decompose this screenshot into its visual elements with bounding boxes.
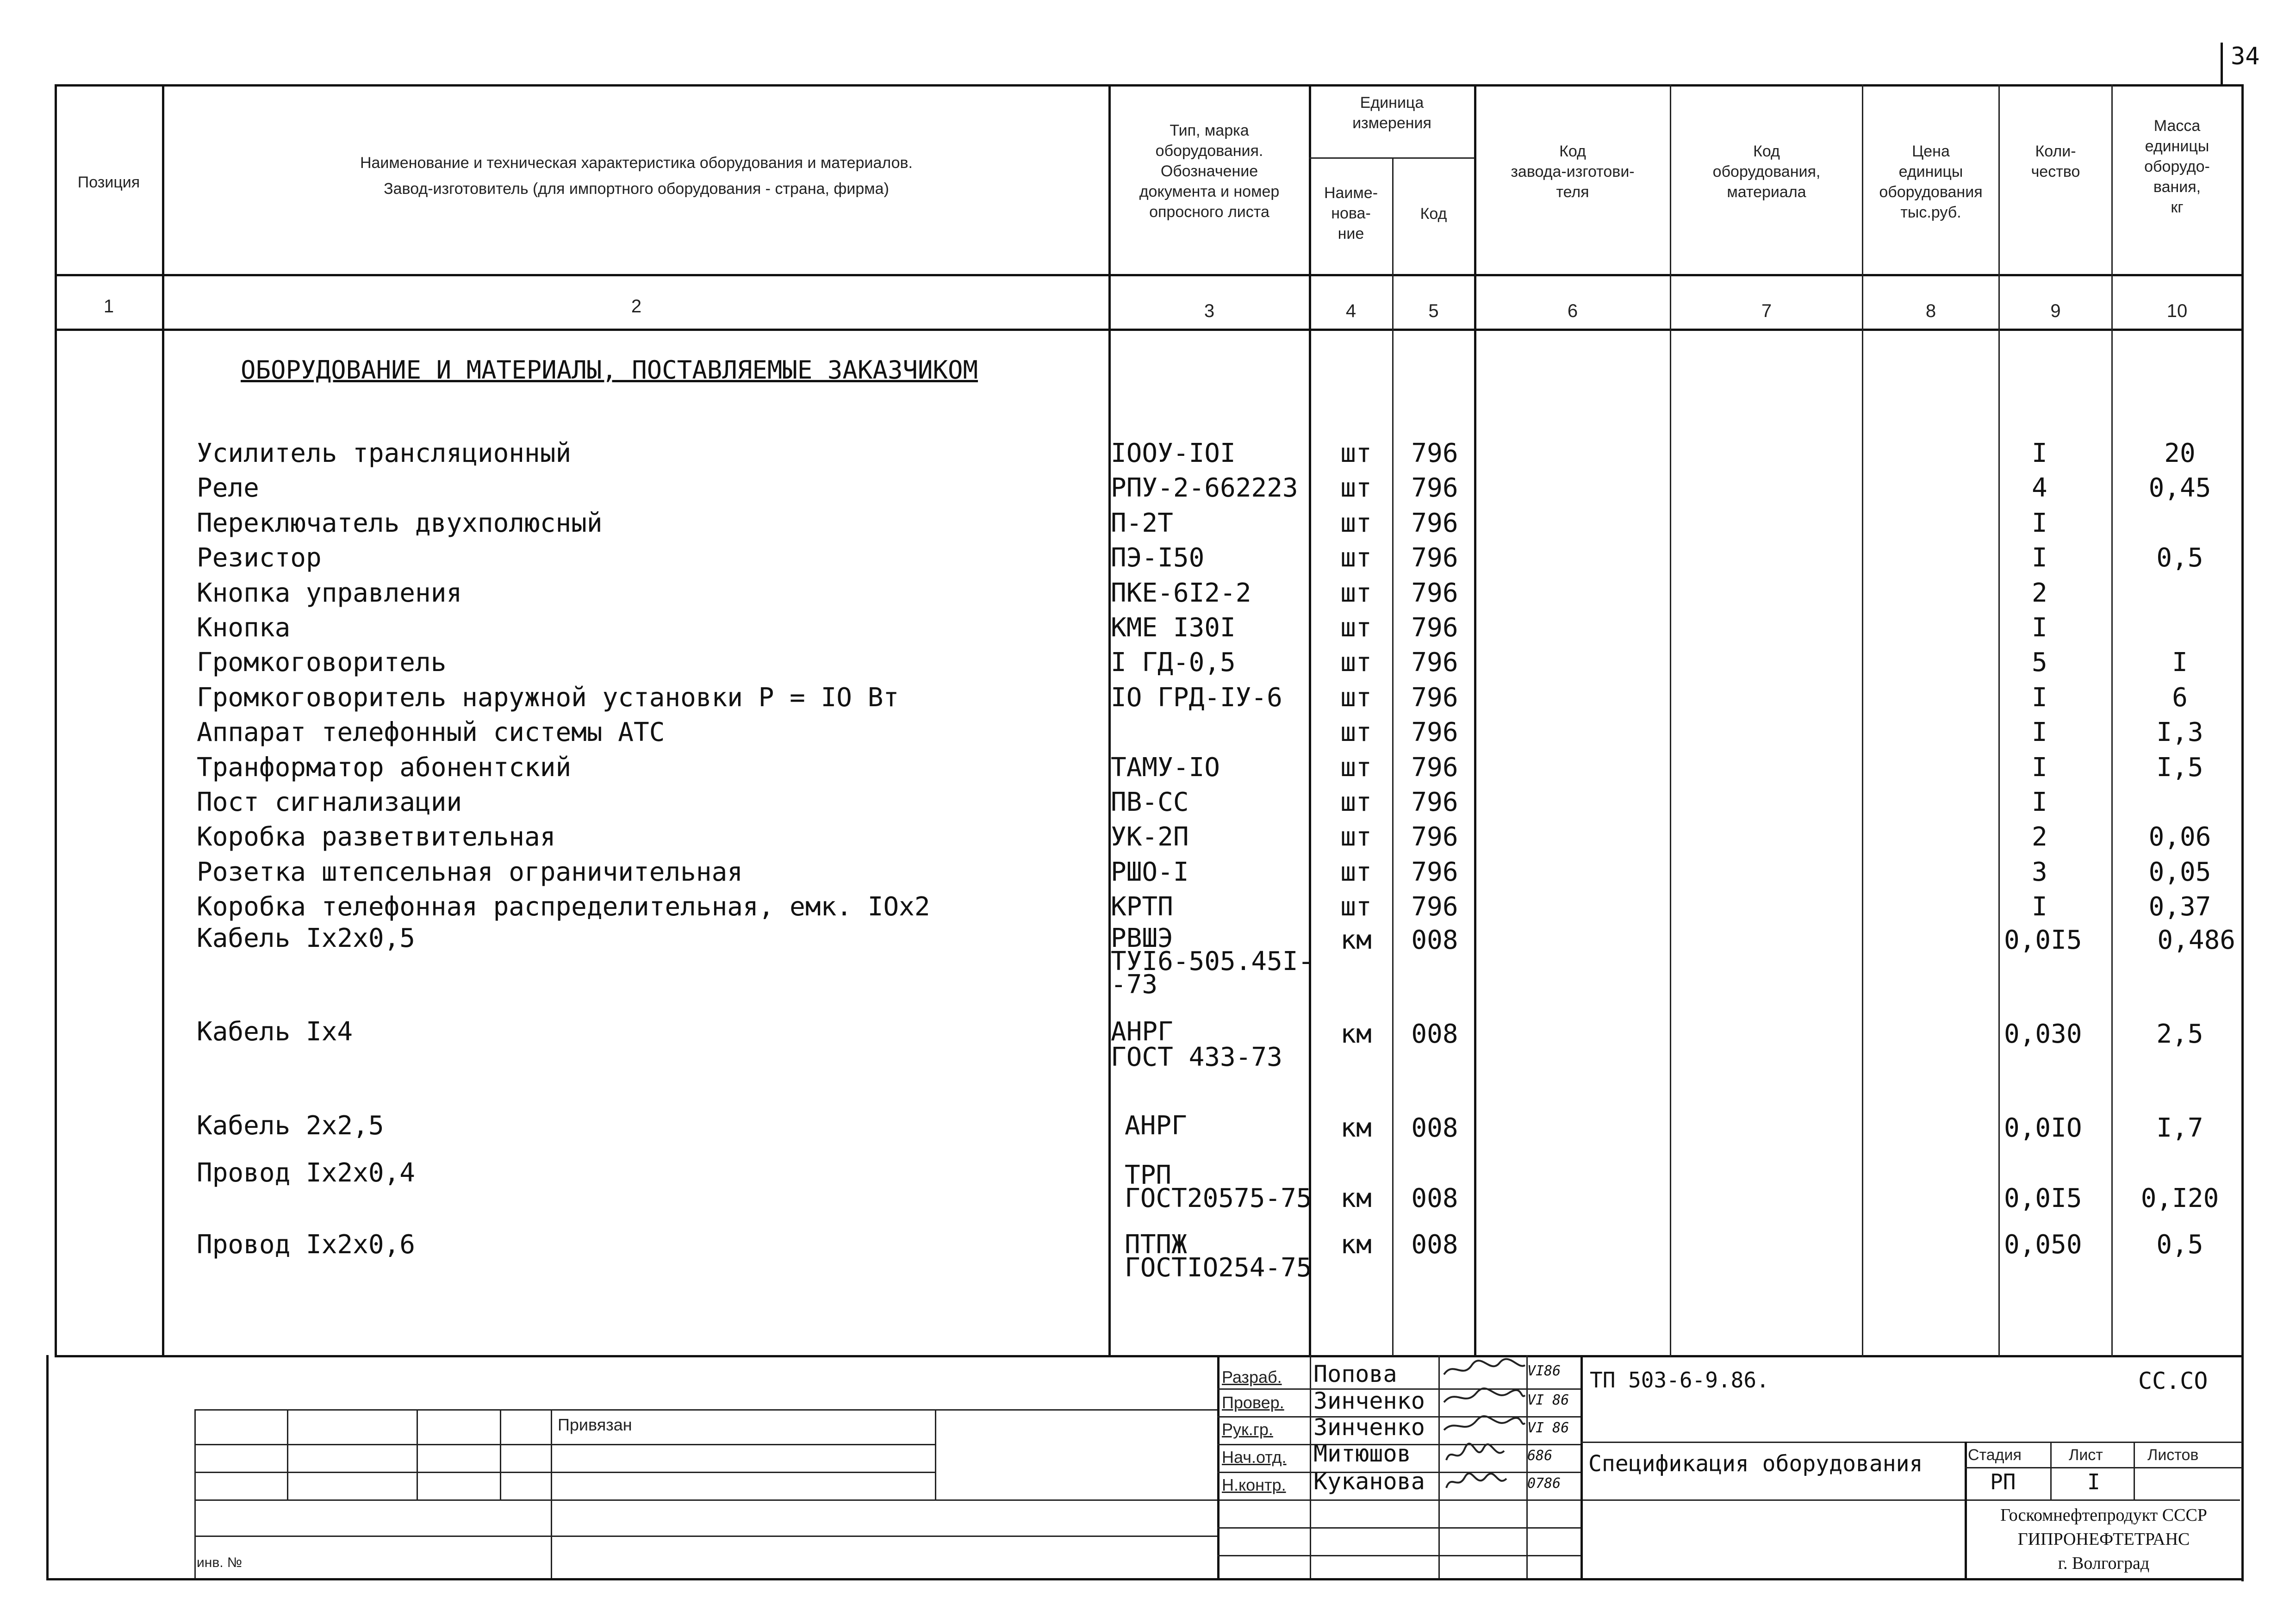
item-code: 796 bbox=[1411, 717, 1458, 747]
table-left-border bbox=[55, 84, 57, 1357]
item-code: 796 bbox=[1411, 508, 1458, 538]
colnum-8: 8 bbox=[1925, 301, 1936, 321]
cable-unit: км bbox=[1340, 1113, 1372, 1143]
item-qty: I bbox=[2032, 683, 2047, 713]
colnum-5: 5 bbox=[1428, 301, 1439, 321]
item-unit: шт bbox=[1340, 683, 1372, 713]
colnum-9: 9 bbox=[2050, 301, 2061, 321]
item-type: РПУ-2-662223 bbox=[1111, 473, 1298, 503]
colnum-7: 7 bbox=[1761, 301, 1772, 321]
cable-qty: 0,0I5 bbox=[2004, 1183, 2082, 1213]
sign-right-border bbox=[1580, 1355, 1583, 1578]
sign-row-line bbox=[1217, 1555, 1580, 1556]
role-label: Нач.отд. bbox=[1222, 1448, 1287, 1467]
header-name-line2: Завод-изготовитель (для импортного оборудования - страна, фирма) bbox=[384, 180, 889, 198]
item-type: УК-2П bbox=[1111, 822, 1189, 852]
cable-name: Провод Iх2х0,4 bbox=[197, 1158, 416, 1188]
sheet-code: СС.СО bbox=[2138, 1368, 2208, 1394]
col-sep-2 bbox=[1108, 84, 1111, 1357]
item-code: 796 bbox=[1411, 857, 1458, 887]
header-unit-code: Код bbox=[1420, 205, 1447, 223]
colnum-bottom-border bbox=[55, 329, 2244, 331]
item-unit: шт bbox=[1340, 822, 1372, 852]
cable-mass: 0,I20 bbox=[2140, 1183, 2219, 1213]
item-name: Кнопка bbox=[197, 613, 291, 643]
role-label: Провер. bbox=[1222, 1393, 1284, 1412]
stage-label: Стадия bbox=[1968, 1446, 2022, 1464]
cable-name: Кабель 2х2,5 bbox=[197, 1111, 384, 1141]
item-type: КРТП bbox=[1111, 892, 1173, 922]
item-qty: 2 bbox=[2032, 822, 2047, 852]
item-code: 796 bbox=[1411, 647, 1458, 678]
cable-type: ТУI6-505.45I- bbox=[1111, 946, 1314, 976]
stamp-grid-line bbox=[194, 1444, 935, 1445]
item-code: 796 bbox=[1411, 752, 1458, 783]
cable-mass: 0,5 bbox=[2156, 1230, 2203, 1260]
item-mass: 0,05 bbox=[2148, 857, 2211, 887]
col-sep-3 bbox=[1309, 84, 1311, 1357]
item-mass: I,5 bbox=[2156, 752, 2203, 783]
item-type: IО ГРД-IУ-6 bbox=[1111, 683, 1282, 713]
item-mass: I,3 bbox=[2156, 717, 2203, 747]
header-price: Цена единицы оборудования тыс.руб. bbox=[1879, 143, 1983, 221]
item-name: Громкоговоритель bbox=[197, 647, 447, 678]
item-type: П-2Т bbox=[1111, 508, 1173, 538]
cable-mass: I,7 bbox=[2156, 1113, 2203, 1143]
item-name: Коробка разветвительная bbox=[197, 822, 556, 852]
cable-mass: 0,486 bbox=[2157, 925, 2235, 955]
header-bottom-border bbox=[55, 274, 2244, 276]
signer-name: Попова bbox=[1313, 1361, 1397, 1387]
item-unit: шт bbox=[1340, 647, 1372, 678]
cable-type: -73 bbox=[1111, 970, 1158, 1000]
cable-type: АНРГ bbox=[1111, 1017, 1173, 1047]
sign-row-line bbox=[1217, 1527, 1580, 1529]
item-unit: шт bbox=[1340, 578, 1372, 608]
cable-qty: 0,0I5 bbox=[2004, 925, 2082, 955]
cable-unit: км bbox=[1340, 1183, 1372, 1213]
item-unit: шт bbox=[1340, 717, 1372, 747]
item-name: Пост сигнализации bbox=[197, 787, 462, 817]
section-title: ОБОРУДОВАНИЕ И МАТЕРИАЛЫ, ПОСТАВЛЯЕМЫЕ ЗАКАЗЧИКОМ bbox=[241, 355, 978, 385]
colnum-10: 10 bbox=[2166, 301, 2188, 321]
colnum-6: 6 bbox=[1567, 301, 1578, 321]
stamp-grid-line bbox=[417, 1409, 418, 1499]
cable-type: ТРП bbox=[1125, 1160, 1172, 1190]
item-qty: I bbox=[2032, 508, 2047, 538]
item-code: 796 bbox=[1411, 822, 1458, 852]
sheets-label: Листов bbox=[2147, 1446, 2199, 1464]
item-code: 796 bbox=[1411, 787, 1458, 817]
item-qty: I bbox=[2032, 752, 2047, 783]
item-type: I ГД-0,5 bbox=[1111, 647, 1236, 678]
item-type: РШО-I bbox=[1111, 857, 1189, 887]
stamp-grid-line bbox=[935, 1409, 936, 1499]
header-unit-group: Единица измерения bbox=[1352, 94, 1431, 132]
cable-mass: 2,5 bbox=[2156, 1019, 2203, 1049]
sheet-label: Лист bbox=[2069, 1446, 2103, 1464]
item-unit: шт bbox=[1340, 438, 1372, 468]
item-code: 796 bbox=[1411, 613, 1458, 643]
item-name: Розетка штепсельная ограничительная bbox=[197, 857, 743, 887]
sign-date: VI86 bbox=[1527, 1363, 1561, 1379]
stamp-grid-line bbox=[551, 1409, 552, 1578]
organization: Госкомнефтепродукт СССР ГИПРОНЕФТЕТРАНС г. Волгоград bbox=[2000, 1505, 2207, 1573]
signer-name: Зинченко bbox=[1313, 1387, 1425, 1414]
header-mass: Масса единицы оборудо- вания, кг bbox=[2144, 117, 2210, 216]
item-code: 796 bbox=[1411, 473, 1458, 503]
stamp-grid-line bbox=[287, 1409, 288, 1499]
cable-type: АНРГ bbox=[1125, 1111, 1187, 1141]
item-qty: I bbox=[2032, 892, 2047, 922]
item-type: ПВ-СС bbox=[1111, 787, 1189, 817]
item-unit: шт bbox=[1340, 613, 1372, 643]
inventory-label: инв. № bbox=[197, 1555, 243, 1570]
stamp-grid-line bbox=[500, 1409, 501, 1499]
item-qty: 3 bbox=[2032, 857, 2047, 887]
item-type: ПКЕ-6I2-2 bbox=[1111, 578, 1251, 608]
table-right-border bbox=[2241, 84, 2244, 1581]
header-material-code: Код оборудования, материала bbox=[1712, 143, 1821, 201]
title-divider bbox=[1580, 1442, 2242, 1443]
cable-qty: 0,0IО bbox=[2004, 1113, 2082, 1143]
page-number-divider bbox=[2221, 43, 2223, 85]
stamp-grid-line bbox=[194, 1409, 196, 1578]
sign-date: 0786 bbox=[1527, 1475, 1561, 1492]
unit-group-divider bbox=[1309, 157, 1475, 159]
header-position: Позиция bbox=[77, 174, 140, 191]
stage-row-line bbox=[1965, 1467, 2242, 1468]
stamp-bottom-border bbox=[46, 1578, 2244, 1580]
sign-date: VI 86 bbox=[1527, 1392, 1569, 1408]
item-unit: шт bbox=[1340, 752, 1372, 783]
signer-name: Куканова bbox=[1313, 1468, 1425, 1495]
cable-code: 008 bbox=[1411, 1183, 1458, 1213]
cable-unit: км bbox=[1340, 1230, 1372, 1260]
sheet-value: I bbox=[2087, 1469, 2100, 1494]
item-code: 796 bbox=[1411, 543, 1458, 573]
cable-unit: км bbox=[1340, 925, 1372, 955]
stamp-grid-line bbox=[194, 1536, 1217, 1537]
item-code: 796 bbox=[1411, 438, 1458, 468]
cable-code: 008 bbox=[1411, 1019, 1458, 1049]
cable-qty: 0,050 bbox=[2004, 1230, 2082, 1260]
item-unit: шт bbox=[1340, 508, 1372, 538]
item-name: Коробка телефонная распределительная, емк. IОх2 bbox=[197, 892, 930, 922]
header-maker-code: Код завода-изготови- теля bbox=[1511, 143, 1635, 201]
item-name: Кнопка управления bbox=[197, 578, 462, 608]
item-unit: шт bbox=[1340, 892, 1372, 922]
cable-name: Провод Iх2х0,6 bbox=[197, 1230, 416, 1260]
item-mass: 0,45 bbox=[2148, 473, 2211, 503]
item-mass: 20 bbox=[2164, 438, 2196, 468]
item-name: Резистор bbox=[197, 543, 322, 573]
role-label: Рук.гр. bbox=[1222, 1420, 1273, 1439]
doc-title: Спецификация оборудования bbox=[1588, 1451, 1923, 1477]
cable-unit: км bbox=[1340, 1019, 1372, 1049]
item-mass: I bbox=[2172, 647, 2188, 678]
item-name: Транформатор абонентский bbox=[197, 752, 572, 783]
item-qty: I bbox=[2032, 787, 2047, 817]
signatures-drawing bbox=[1439, 1356, 1527, 1495]
col-sep-1 bbox=[162, 84, 164, 1357]
item-mass: 6 bbox=[2172, 683, 2188, 713]
item-qty: 5 bbox=[2032, 647, 2047, 678]
cable-code: 008 bbox=[1411, 1230, 1458, 1260]
item-qty: 2 bbox=[2032, 578, 2047, 608]
doc-code: ТП 503-6-9.86. bbox=[1590, 1368, 1769, 1393]
item-qty: I bbox=[2032, 438, 2047, 468]
table-top-border bbox=[55, 84, 2244, 87]
col-sep-7 bbox=[1862, 84, 1863, 1357]
item-code: 796 bbox=[1411, 683, 1458, 713]
item-mass: 0,37 bbox=[2148, 892, 2211, 922]
cable-type: ГОСТ20575-75 bbox=[1125, 1183, 1312, 1213]
sign-date: 686 bbox=[1527, 1448, 1553, 1464]
colnum-2: 2 bbox=[631, 296, 642, 317]
header-quantity: Коли- чество bbox=[2031, 143, 2080, 180]
cable-type: ГОСТ 433-73 bbox=[1111, 1042, 1282, 1072]
item-code: 796 bbox=[1411, 578, 1458, 608]
stamp-left-border bbox=[46, 1355, 49, 1580]
item-name: Усилитель трансляционный bbox=[197, 438, 572, 468]
header-unit-name: Наиме- нова- ние bbox=[1324, 184, 1378, 243]
item-type: IООУ-IОI bbox=[1111, 438, 1236, 468]
col-sep-6 bbox=[1670, 84, 1671, 1357]
item-qty: I bbox=[2032, 543, 2047, 573]
item-type: ПЭ-I50 bbox=[1111, 543, 1205, 573]
item-qty: 4 bbox=[2032, 473, 2047, 503]
body-bottom-border bbox=[55, 1355, 2244, 1357]
item-unit: шт bbox=[1340, 787, 1372, 817]
role-label: Разраб. bbox=[1222, 1368, 1282, 1387]
item-unit: шт bbox=[1340, 473, 1372, 503]
item-name: Громкоговоритель наружной установки Р = IО Вт bbox=[197, 683, 899, 713]
item-qty: I bbox=[2032, 613, 2047, 643]
page-number: 34 bbox=[2231, 43, 2260, 70]
stage-value: РП bbox=[1990, 1469, 2016, 1494]
item-qty: I bbox=[2032, 717, 2047, 747]
cable-type: РВШЭ bbox=[1111, 923, 1173, 953]
item-type: КМЕ I30I bbox=[1111, 613, 1236, 643]
colnum-3: 3 bbox=[1204, 301, 1215, 321]
stamp-grid-line bbox=[194, 1409, 1217, 1411]
header-type: Тип, марка оборудования. Обозначение документа и номер опросного листа bbox=[1139, 122, 1280, 221]
stage-col-line bbox=[2134, 1442, 2135, 1499]
stage-col-line bbox=[2050, 1442, 2052, 1499]
item-mass: 0,06 bbox=[2148, 822, 2211, 852]
item-name: Переключатель двухполюсный bbox=[197, 508, 603, 538]
col-sep-8 bbox=[1998, 84, 2000, 1357]
item-name: Аппарат телефонный системы АТС bbox=[197, 717, 665, 747]
signer-name: Митюшов bbox=[1313, 1440, 1411, 1467]
colnum-1: 1 bbox=[103, 296, 114, 317]
colnum-4: 4 bbox=[1345, 301, 1356, 321]
sign-date: VI 86 bbox=[1527, 1420, 1569, 1436]
item-type: ТАМУ-IО bbox=[1111, 752, 1220, 783]
cable-code: 008 bbox=[1411, 925, 1458, 955]
item-unit: шт bbox=[1340, 543, 1372, 573]
item-mass: 0,5 bbox=[2156, 543, 2203, 573]
stamp-grid-line bbox=[194, 1472, 935, 1473]
role-label: Н.контр. bbox=[1222, 1475, 1286, 1494]
cable-type: ГОСТIО254-75 bbox=[1125, 1253, 1312, 1283]
item-name: Реле bbox=[197, 473, 259, 503]
privyazan-label: Привязан bbox=[558, 1415, 632, 1434]
cable-qty: 0,030 bbox=[2004, 1019, 2082, 1049]
cable-name: Кабель Iх4 bbox=[197, 1017, 353, 1047]
cable-code: 008 bbox=[1411, 1113, 1458, 1143]
cable-type: ПТПЖ bbox=[1125, 1230, 1187, 1260]
signer-name: Зинченко bbox=[1313, 1414, 1425, 1441]
item-code: 796 bbox=[1411, 892, 1458, 922]
cable-name: Кабель Iх2х0,5 bbox=[197, 923, 416, 953]
header-name-line1: Наименование и техническая характеристика оборудования и материалов. bbox=[360, 154, 913, 172]
item-unit: шт bbox=[1340, 857, 1372, 887]
